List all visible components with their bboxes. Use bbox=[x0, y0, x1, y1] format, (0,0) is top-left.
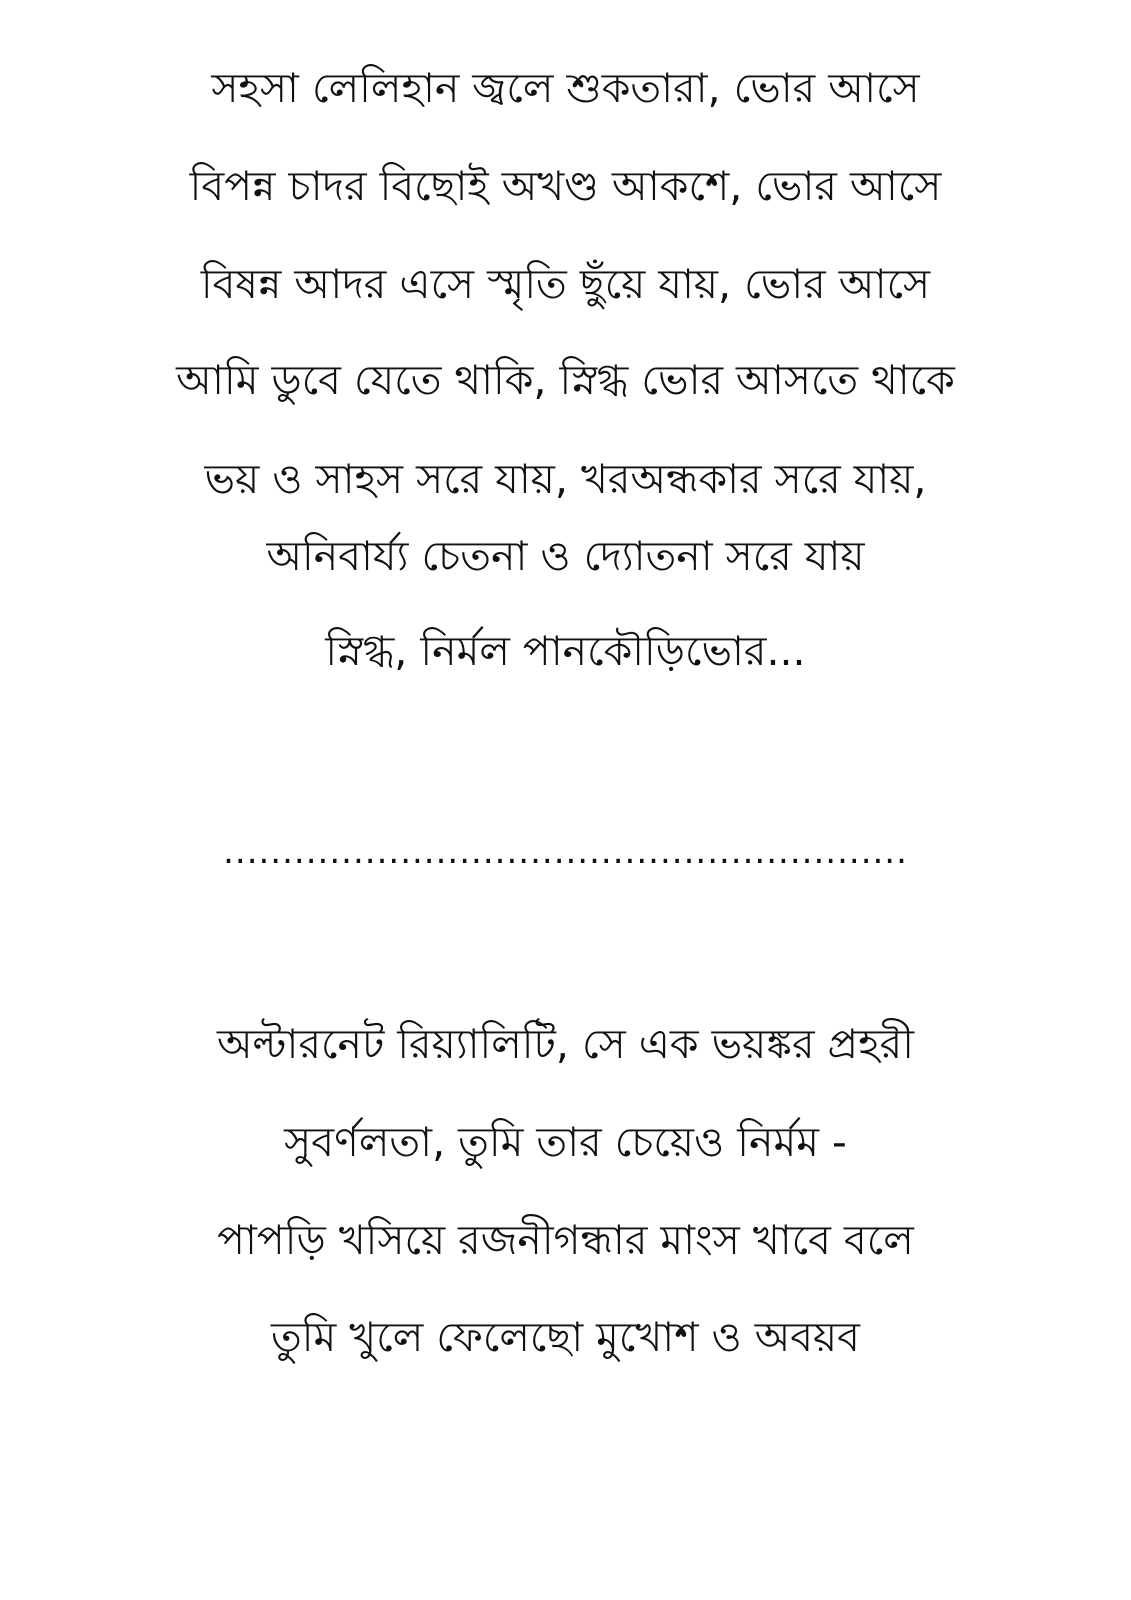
poem-line: অল্টারনেট রিয়্যালিটি, সে এক ভয়ঙ্কর প্রহরী bbox=[217, 1020, 914, 1068]
poem-line: স্নিগ্ধ, নির্মল পানকৌড়িভোর... bbox=[325, 627, 806, 675]
poem-line: সহসা লেলিহান জ্বলে শুকতারা, ভোর আসে bbox=[211, 64, 920, 112]
poem-line: সুবর্ণলতা, তুমি তার চেয়েও নির্মম - bbox=[284, 1118, 847, 1166]
poem-line: আমি ডুবে যেতে থাকি, স্নিগ্ধ ভোর আসতে থাকে bbox=[176, 356, 955, 404]
poem-line: পাপড়ি খসিয়ে রজনীগন্ধার মাংস খাবে বলে bbox=[217, 1216, 914, 1264]
poem-line: বিষন্ন আদর এসে স্মৃতি ছুঁয়ে যায়, ভোর আসে bbox=[200, 260, 931, 308]
poem-line: বিপন্ন চাদর বিছোই অখণ্ড আকশে, ভোর আসে bbox=[189, 162, 942, 210]
section-separator: .......................................................... bbox=[223, 832, 908, 872]
poem-line: অনিবার্য্য চেতনা ও দ্যোতনা সরে যায় bbox=[266, 532, 865, 580]
poem-line: ভয় ও সাহস সরে যায়, খরঅন্ধকার সরে যায়, bbox=[204, 455, 927, 503]
poem-line: তুমি খুলে ফেলেছো মুখোশ ও অবয়ব bbox=[271, 1313, 860, 1361]
